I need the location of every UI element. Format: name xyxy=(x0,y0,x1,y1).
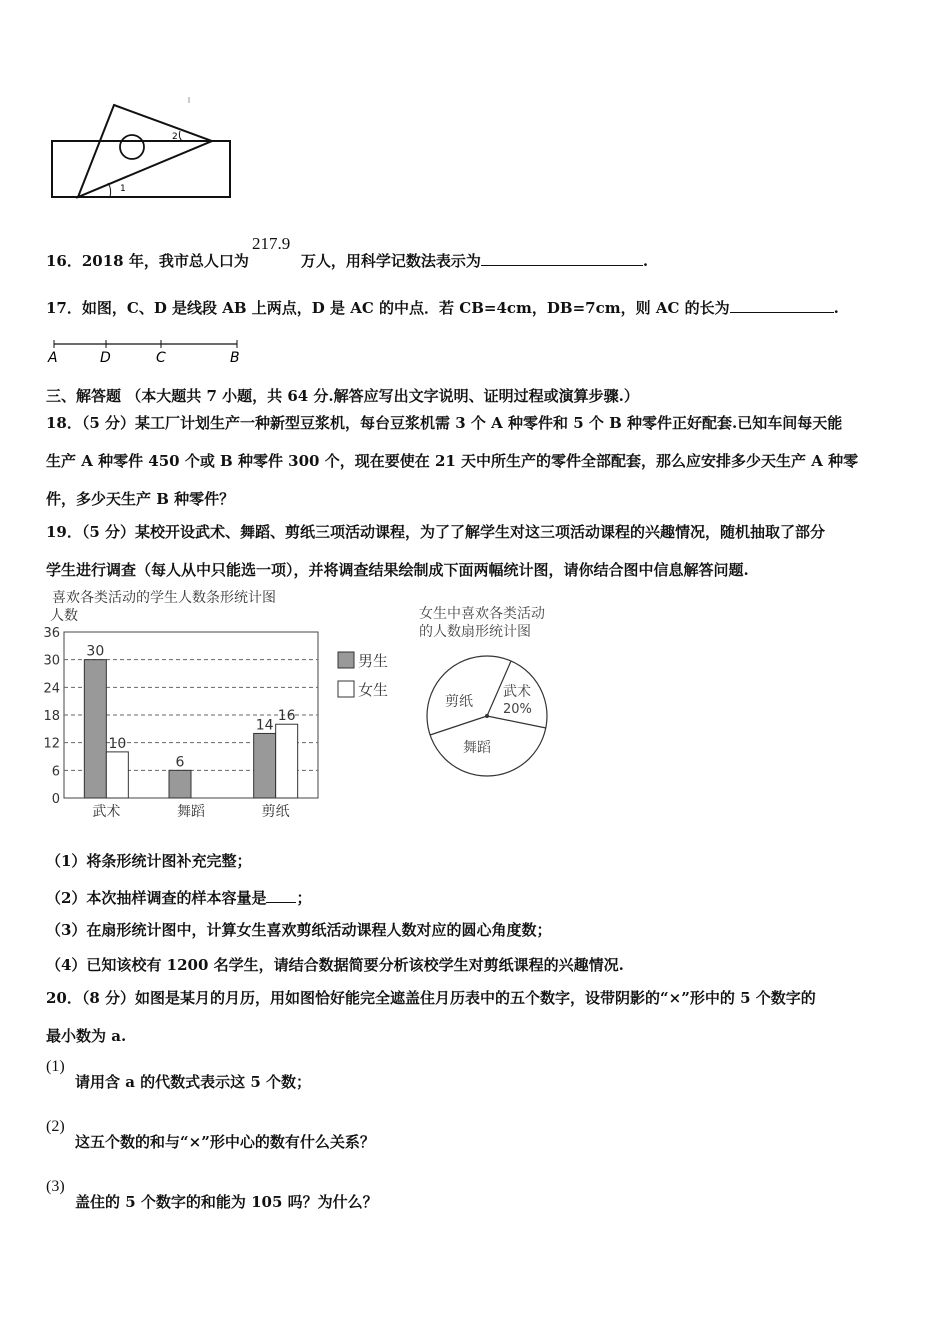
ruler-triangle-figure xyxy=(48,95,238,205)
legend-label-girls: 女生 xyxy=(358,681,389,699)
bar-chart-yticks xyxy=(43,626,60,807)
pie-label-jianzhi: 剪纸 xyxy=(445,694,473,710)
bar-boys xyxy=(254,733,276,798)
bar-data-label: 30 xyxy=(86,643,105,660)
segment-figure xyxy=(44,336,254,368)
bar-chart-ylabel: 人数 xyxy=(50,608,78,624)
question-19-line-2: 学生进行调查（每人从中只能选一项），并将调查结果绘制成下面两幅统计图，请你结合图中信息解答问题. xyxy=(46,561,749,579)
question-19-line-1: 19．（5 分）某校开设武术、舞蹈、剪纸三项活动课程，为了了解学生对这三项活动课程的兴趣情况，随机抽取了部分 xyxy=(46,523,826,541)
bar-chart-title: 喜欢各类活动的学生人数条形统计图 xyxy=(52,590,276,606)
y-tick-label: 6 xyxy=(51,764,60,780)
legend-label-boys: 男生 xyxy=(358,652,389,670)
bar-chart xyxy=(40,586,410,826)
bar-boys xyxy=(84,660,106,798)
question-18-line-2: 生产 A 种零件 450 个或 B 种零件 300 个，现在要使在 21 天中所生产的零件全部配套，那么应安排多少天生产 A 种零 xyxy=(46,452,859,470)
x-tick-label: 舞蹈 xyxy=(177,804,205,820)
q19-sub-3: （3）在扇形统计图中，计算女生喜欢剪纸活动课程人数对应的圆心角度数； xyxy=(46,921,552,939)
pie-label-wudao: 舞蹈 xyxy=(463,740,491,756)
question-17: 17．如图，C、D 是线段 AB 上两点，D 是 AC 的中点．若 CB=4cm，DB=7cm，则 AC 的长为 . xyxy=(46,296,839,318)
triangle-shape xyxy=(78,105,212,197)
q20-mark-2: (2) xyxy=(46,1118,65,1135)
point-d-label: D xyxy=(100,350,111,366)
y-tick-label: 12 xyxy=(43,736,60,752)
q20-mark-1: (1) xyxy=(46,1058,65,1075)
bar-girls xyxy=(106,752,128,798)
q20-sub-3: 盖住的 5 个数字的和能为 105 吗？为什么？ xyxy=(75,1193,378,1211)
point-b-label: B xyxy=(230,350,240,366)
section-3-title: 三、解答题 （本大题共 7 小题，共 64 分.解答应写出文字说明、证明过程或演算步骤.） xyxy=(46,387,639,405)
question-18-line-3: 件，多少天生产 B 种零件？ xyxy=(46,490,235,508)
y-tick-label: 18 xyxy=(43,709,60,724)
legend-swatch-girls xyxy=(338,681,354,697)
point-a-label: A xyxy=(48,350,58,366)
q20-sub-1: 请用含 a 的代数式表示这 5 个数； xyxy=(75,1073,312,1091)
q16-answer-blank[interactable] xyxy=(481,249,643,266)
bar-data-label: 10 xyxy=(108,735,127,752)
question-20-line-2: 最小数为 a. xyxy=(46,1027,127,1045)
point-c-label: C xyxy=(156,350,166,366)
q20-mark-3: (3) xyxy=(46,1178,65,1195)
bar-data-label: 16 xyxy=(277,708,296,725)
angle-label-1: 1 xyxy=(120,184,126,194)
x-tick-label: 剪纸 xyxy=(261,804,290,820)
q16-prefix: 16．2018 年，我市总人口为 xyxy=(46,252,249,270)
question-20-line-1: 20．（8 分）如图是某月的月历，用如图恰好能完全遮盖住月历表中的五个数字，设带阴影的“×”形中的 5 个数字的 xyxy=(46,989,816,1007)
y-tick-label: 36 xyxy=(43,626,60,641)
bar-girls xyxy=(276,724,298,798)
y-tick-label: 30 xyxy=(43,653,60,669)
q19-sub2-answer-blank[interactable] xyxy=(266,886,296,903)
angle-label-2: 2 xyxy=(172,132,178,142)
q19-sub-1: （1）将条形统计图补充完整； xyxy=(46,852,252,870)
pie-label-wushu: 武术 xyxy=(503,684,531,700)
q19-sub-4: （4）已知该校有 1200 名学生，请结合数据简要分析该校学生对剪纸课程的兴趣情况. xyxy=(46,956,624,974)
y-tick-label: 24 xyxy=(43,681,60,697)
bar-data-label: 14 xyxy=(255,717,274,734)
pie-chart xyxy=(415,600,565,790)
q17-text: 17．如图，C、D 是线段 AB 上两点，D 是 AC 的中点．若 CB=4cm，DB=7cm，则 AC 的长为 xyxy=(46,299,730,317)
angle-arc-2 xyxy=(179,131,182,141)
q16-population-value: 217.9 xyxy=(252,234,291,253)
pie-annotation-wushu: 20% xyxy=(503,702,532,717)
pie-title-line-2: 的人数扇形统计图 xyxy=(419,624,531,640)
y-tick-label: 0 xyxy=(51,792,60,807)
pie-title-line-1: 女生中喜欢各类活动 xyxy=(419,606,545,622)
legend-swatch-boys xyxy=(338,652,354,668)
bar-boys xyxy=(169,770,191,798)
x-tick-label: 武术 xyxy=(92,804,121,820)
q20-sub-2: 这五个数的和与“×”形中心的数有什么关系？ xyxy=(75,1133,375,1151)
bar-data-label: 6 xyxy=(175,754,185,771)
question-16: 16．2018 年，我市总人口为 万人，用科学记数法表示为 . xyxy=(46,249,648,271)
question-18-line-1: 18．（5 分）某工厂计划生产一种新型豆浆机，每台豆浆机需 3 个 A 种零件和 5 个 B 种零件正好配套.已知车间每天能 xyxy=(46,414,843,432)
bar-chart-xticks xyxy=(92,803,289,820)
q17-answer-blank[interactable] xyxy=(730,296,834,313)
q19-sub-2: （2）本次抽样调查的样本容量是 ； xyxy=(46,886,311,908)
q16-suffix: 万人，用科学记数法表示为 xyxy=(300,252,481,270)
triangle-hole xyxy=(120,135,144,159)
ruler-rect xyxy=(52,141,230,197)
